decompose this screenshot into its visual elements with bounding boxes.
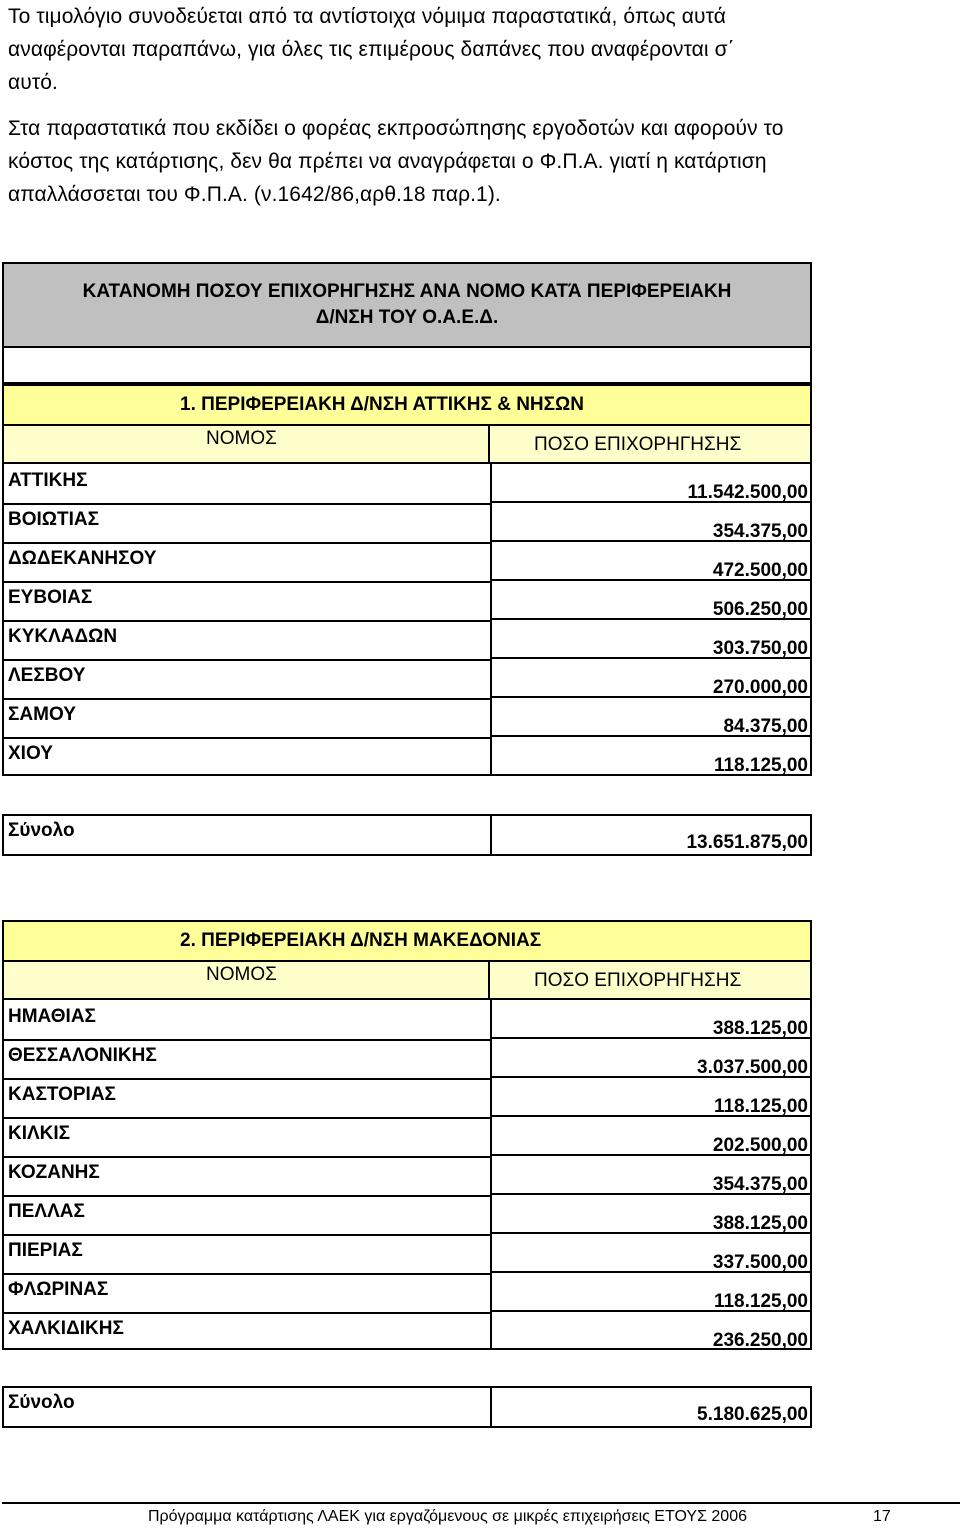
amount: 388.125,00	[712, 1018, 808, 1039]
prefecture-name: ΔΩΔΕΚΑΝΗΣΟΥ	[8, 548, 157, 569]
prefecture-name: ΚΑΣΤΟΡΙΑΣ	[8, 1084, 116, 1105]
table-heading-line-2: Δ/ΝΣΗ ΤΟΥ Ο.Α.Ε.Δ.	[315, 307, 499, 328]
amount: 506.250,00	[712, 599, 808, 620]
region-title: 1. ΠΕΡΙΦΕΡΕΙΑΚΗ Δ/ΝΣΗ ΑΤΤΙΚΗΣ & ΝΗΣΩΝ	[180, 394, 585, 415]
table-row	[4, 620, 810, 659]
prefecture-name: ΑΤΤΙΚΗΣ	[8, 470, 88, 491]
prefecture-name: ΠΕΛΛΑΣ	[8, 1201, 85, 1222]
amount: 84.375,00	[723, 716, 808, 737]
prefecture-name: ΘΕΣΣΑΛΟΝΙΚΗΣ	[8, 1045, 157, 1066]
amount: 118.125,00	[713, 755, 808, 776]
prefecture-name: ΧΑΛΚΙΔΙΚΗΣ	[8, 1318, 124, 1339]
total-amount: 13.651.875,00	[686, 832, 808, 853]
prefecture-name: ΒΟΙΩΤΙΑΣ	[8, 509, 100, 530]
column-divider	[490, 816, 492, 854]
table-row	[4, 1117, 810, 1156]
column-header-nomos: ΝΟΜΟΣ	[2, 424, 490, 464]
region-1-title-bar	[2, 384, 812, 426]
table-heading	[2, 262, 812, 348]
region-title: 2. ΠΕΡΙΦΕΡΕΙΑΚΗ Δ/ΝΣΗ ΜΑΚΕΔΟΝΙΑΣ	[180, 930, 542, 951]
amount: 202.500,00	[712, 1135, 808, 1156]
heading-spacer	[2, 346, 812, 384]
amount: 388.125,00	[712, 1213, 808, 1234]
intro-paragraph-2	[8, 112, 958, 211]
table-row	[4, 542, 810, 581]
total-label: Σύνολο	[8, 820, 75, 841]
table-row	[4, 1312, 810, 1351]
table-row	[4, 503, 810, 542]
table-row	[4, 1078, 810, 1117]
region-2-title-bar	[2, 920, 812, 962]
amount: 472.500,00	[712, 560, 808, 581]
prefecture-name: ΦΛΩΡΙΝΑΣ	[8, 1279, 109, 1300]
amount: 337.500,00	[712, 1252, 808, 1273]
region-2-total	[2, 1386, 812, 1428]
column-header-nomos: ΝΟΜΟΣ	[2, 960, 490, 1000]
table-row	[4, 1195, 810, 1234]
column-header-poso: ΠΟΣΟ ΕΠΙΧΟΡΗΓΗΣΗΣ	[488, 960, 812, 1000]
table-heading-line-1: ΚΑΤΑΝΟΜΗ ΠΟΣΟΥ ΕΠΙΧΟΡΗΓΗΣΗΣ ΑΝΑ ΝΟΜΟ ΚΑΤΆ ΠΕΡΙΦΕΡΕΙΑΚΗ	[82, 281, 732, 302]
table-row	[4, 1156, 810, 1195]
table-row	[4, 1273, 810, 1312]
text-line: αναφέρονται παραπάνω, για όλες τις επιμέρους δαπάνες που αναφέρονται σ΄	[8, 38, 735, 61]
amount: 270.000,00	[712, 677, 808, 698]
amount: 11.542.500,00	[687, 482, 808, 503]
table-row	[4, 464, 810, 503]
footer-rule	[2, 1502, 960, 1504]
table-row	[4, 1000, 810, 1039]
region-1-total	[2, 814, 812, 856]
prefecture-name: ΗΜΑΘΙΑΣ	[8, 1006, 96, 1027]
table-row	[4, 1039, 810, 1078]
table-row	[4, 737, 810, 776]
table-row	[4, 1234, 810, 1273]
amount: 3.037.500,00	[697, 1057, 808, 1078]
text-line: Στα παραστατικά που εκδίδει ο φορέας εκπροσώπησης εργοδοτών και αφορούν το	[8, 117, 784, 140]
prefecture-name: ΚΟΖΑΝΗΣ	[8, 1162, 100, 1183]
page-number: 17	[873, 1508, 891, 1525]
amount: 118.125,00	[713, 1096, 808, 1117]
table-row	[4, 698, 810, 737]
amount: 118.125,00	[713, 1291, 808, 1312]
table-row	[4, 581, 810, 620]
column-header-poso: ΠΟΣΟ ΕΠΙΧΟΡΗΓΗΣΗΣ	[488, 424, 812, 464]
text-line: Το τιμολόγιο συνοδεύεται από τα αντίστοιχα νόμιμα παραστατικά, όπως αυτά	[8, 5, 726, 28]
prefecture-name: ΧΙΟΥ	[8, 743, 53, 764]
table-row	[4, 659, 810, 698]
amount: 236.250,00	[712, 1330, 808, 1351]
amount: 354.375,00	[712, 1174, 808, 1195]
total-label: Σύνολο	[8, 1392, 75, 1413]
text-line: κόστος της κατάρτισης, δεν θα πρέπει να αναγράφεται ο Φ.Π.Α. γιατί η κατάρτιση	[8, 150, 767, 173]
intro-paragraph-1	[8, 0, 958, 99]
prefecture-name: ΠΙΕΡΙΑΣ	[8, 1240, 83, 1261]
prefecture-name: ΚΥΚΛΑΔΩΝ	[8, 626, 118, 647]
amount: 303.750,00	[712, 638, 808, 659]
prefecture-name: ΕΥΒΟΙΑΣ	[8, 587, 93, 608]
prefecture-name: ΚΙΛΚΙΣ	[8, 1123, 71, 1144]
amount: 354.375,00	[712, 521, 808, 542]
column-divider	[490, 1388, 492, 1426]
total-amount: 5.180.625,00	[697, 1404, 808, 1425]
prefecture-name: ΛΕΣΒΟΥ	[8, 665, 86, 686]
footer-text: Πρόγραμμα κατάρτισης ΛΑΕΚ για εργαζόμενους σε μικρές επιχειρήσεις ΕΤΟΥΣ 2006	[148, 1508, 747, 1525]
region-2-list	[2, 998, 812, 1350]
text-line: αυτό.	[8, 71, 58, 94]
prefecture-name: ΣΑΜΟΥ	[8, 704, 76, 725]
text-line: απαλλάσσεται του Φ.Π.Α. (ν.1642/86,αρθ.18 παρ.1).	[8, 183, 501, 206]
region-1-list	[2, 462, 812, 776]
